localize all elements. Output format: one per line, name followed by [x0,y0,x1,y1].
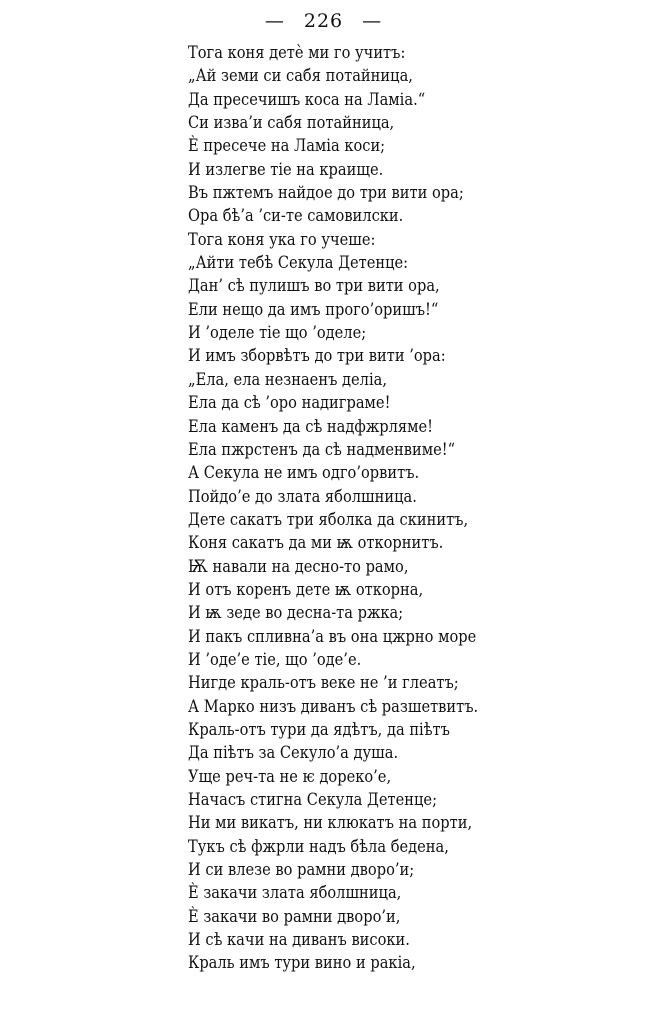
verse-line-21: Дете сакатъ три яболка да скинитъ, [188,509,469,530]
verse-line-14: И имъ зборвѣтъ до три вити ’ора: [188,346,446,367]
verse-line-26: И пакъ спливна’а въ она цжрно море [188,626,477,647]
verse-line-39: И сѣ качи на диванъ високи. [188,930,410,951]
verse-line-28: Нигде краль-отъ веке не ’и глеатъ; [188,673,459,694]
verse-line-34: Ни ми викатъ, ни клюкатъ на порти, [188,813,473,834]
verse-line-36: И си влезе во рамни дворо’и; [188,860,415,881]
verse-line-11: Дан’ сѣ пулишъ во три вити ора, [188,276,440,297]
verse-line-12: Ели нещо да имъ прого’оришъ!“ [188,299,439,320]
verse-line-32: Уще реч-та не ѥ дореко’е, [188,766,392,787]
verse-line-10: „Айти тебѣ Секула Детенце: [188,253,409,274]
verse-line-17: Ела каменъ да сѣ надфжрляме! [188,416,434,437]
verse-line-9: Тога коня ука го учеше: [188,229,376,250]
verse-line-35: Тукъ сѣ фжрли надъ бѣла бедена, [188,836,449,857]
verse-line-15: „Ела, ела незнаенъ деліа, [188,369,388,390]
header-dash-left: — [264,10,285,32]
verse-line-5: Ѐ пресече на Ламіа коси; [188,136,386,157]
verse-line-2: „Ай земи си сабя потайница, [188,66,413,87]
verse-line-3: Да пресечишъ коса на Ламіа.“ [188,89,426,110]
verse-line-19: А Секула не имъ одго’орвитъ. [188,463,420,484]
verse-line-24: И отъ коренъ дете ѭ откорна, [188,579,424,600]
verse-line-20: Пойдо’е до злата яболшница. [188,486,417,507]
verse-line-29: А Марко низъ диванъ сѣ разшетвитъ. [188,696,479,717]
verse-line-33: Начасъ стигна Секула Детенце; [188,790,438,810]
verse-line-31: Да пiѣтъ за Секуло’а душа. [188,743,399,764]
verse-line-25: И ѭ зеде во десна-та ржка; [188,603,404,624]
verse-line-23: Ѭ навали на десно-то рамо, [188,556,409,577]
verse-line-37: Ѐ закачи злата яболшница, [188,883,402,904]
header-dash-right: — [362,10,383,32]
verse-line-7: Въ пжтемъ найдое до три вити ора; [188,183,464,204]
verse-line-13: И ’оделе тіе що ’оделе; [188,323,367,344]
page-number: 226 [303,10,344,32]
verse-line-6: И излегве тіе на краище. [188,159,384,180]
verse-line-27: И ’оде’е тіе, що ’оде’е. [188,649,362,670]
verse-line-18: Ела пжрстенъ да сѣ надменвиме!“ [188,439,456,460]
verse-line-16: Ела да сѣ ’оро надиграме! [188,393,391,414]
verse-line-4: Си изва’и сабя потайница, [188,113,395,134]
verse-line-38: Ѐ закачи во рамни дворо’и, [188,906,401,927]
verse-line-1: Тога коня детѐ ми го учитъ: [188,43,406,63]
verse-line-22: Коня сакатъ да ми ѭ откорнитъ. [188,533,444,554]
verse-line-40: Краль имъ тури вино и ракіа, [188,953,416,974]
verse-line-8: Ора бѣ’а ’си-те самовилски. [188,206,404,227]
verse-line-30: Краль-отъ тури да ядѣтъ, да пiѣтъ [188,719,450,740]
page-header [0,10,647,32]
poem-text [188,42,628,976]
